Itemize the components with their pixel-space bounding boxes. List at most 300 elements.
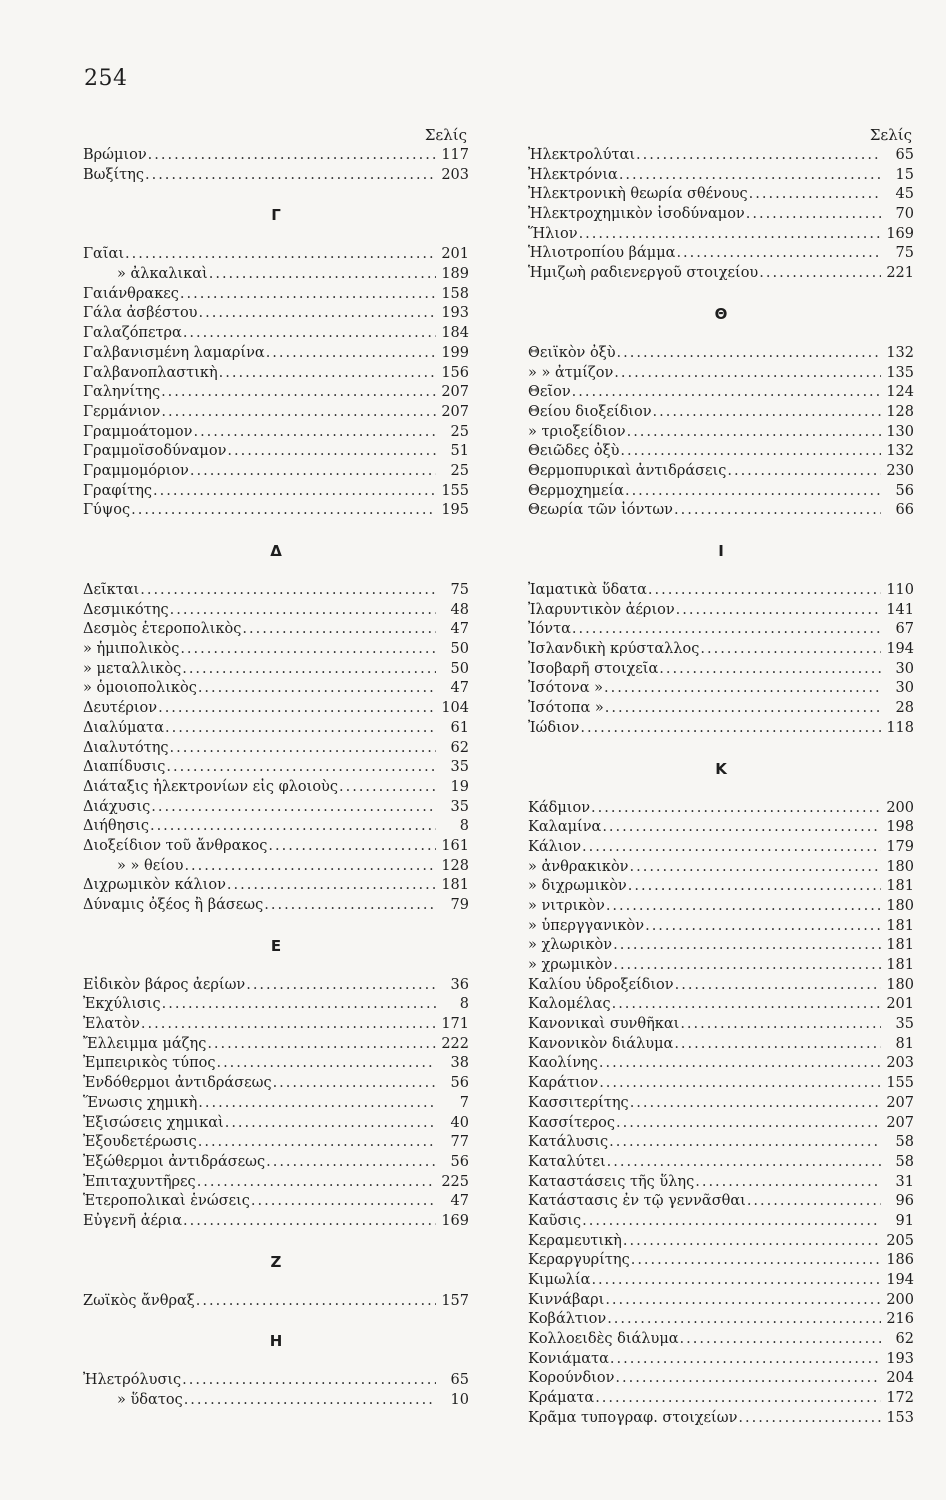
leader-dots — [182, 1371, 436, 1391]
index-entry — [528, 1035, 914, 1055]
index-entry — [528, 185, 914, 205]
leader-dots — [653, 403, 881, 423]
entry-term: Ἠλεκτροχημικὸν ἰσοδύναμον — [528, 206, 745, 223]
entry-term: Ἰσλανδικὴ κρύσταλλος — [528, 641, 700, 658]
leader-dots — [615, 1369, 881, 1389]
index-entry — [83, 383, 469, 403]
leader-dots — [219, 364, 436, 384]
entry-term: Διοξείδιον τοῦ ἄνθρακος — [83, 837, 268, 854]
entry-page-number: 203 — [886, 1055, 914, 1072]
index-entry — [83, 739, 469, 759]
leader-dots — [613, 936, 881, 956]
entry-term: Ἰόντα — [528, 621, 571, 638]
index-entry — [528, 699, 914, 719]
entry-term: Διαλυτότης — [83, 739, 169, 756]
entry-page-number: 62 — [450, 739, 469, 756]
index-entry — [528, 1350, 914, 1370]
leader-dots — [180, 640, 436, 660]
entry-page-number: 104 — [441, 700, 469, 717]
entry-term: Κασσιτερίτης — [528, 1094, 629, 1111]
index-entry — [528, 166, 914, 186]
leader-dots — [161, 403, 436, 423]
entry-term: Κεραμευτικὴ — [528, 1232, 622, 1249]
entry-page-number: 128 — [886, 403, 914, 420]
entry-page-number: 135 — [886, 364, 914, 381]
leader-dots — [199, 304, 437, 324]
index-entry — [83, 640, 469, 660]
index-entry — [528, 936, 914, 956]
entry-term: Ἠλετρόλυσις — [83, 1372, 182, 1389]
entry-page-number: 51 — [450, 443, 469, 460]
index-entry — [528, 838, 914, 858]
entry-term: Ἥλιον — [528, 225, 578, 242]
leader-dots — [150, 817, 436, 837]
entry-page-number: 77 — [450, 1134, 469, 1151]
leader-dots — [196, 1292, 436, 1312]
entry-term: Κατάλυσις — [528, 1134, 609, 1151]
leader-dots — [616, 1114, 881, 1134]
entry-term: Διάταξις ἠλεκτρονίων εἰς φλοιοὺς — [83, 778, 338, 795]
leader-dots — [747, 1192, 881, 1212]
leader-dots — [198, 679, 436, 699]
entry-term: Κασσίτερος — [528, 1114, 616, 1131]
entry-page-number: 221 — [886, 265, 914, 282]
entry-page-number: 19 — [450, 778, 469, 795]
entry-page-number: 56 — [895, 482, 914, 499]
entry-page-number: 58 — [895, 1153, 914, 1170]
leader-dots — [148, 146, 436, 166]
leader-dots — [645, 917, 881, 937]
index-entry — [83, 146, 469, 166]
entry-term: Ἰσότονα » — [528, 680, 604, 697]
entry-page-number: 207 — [886, 1114, 914, 1131]
section-letter: Η — [269, 1332, 283, 1351]
index-entry — [528, 403, 914, 423]
leader-dots — [131, 501, 436, 521]
entry-term: Κανονικὸν διάλυμα — [528, 1035, 674, 1052]
leader-dots — [227, 442, 436, 462]
index-entry — [528, 877, 914, 897]
index-entry — [83, 462, 469, 482]
entry-term: Κιννάβαρι — [528, 1291, 605, 1308]
index-entry — [83, 442, 469, 462]
leader-dots — [727, 462, 881, 482]
index-entry — [528, 620, 914, 640]
index-entry — [83, 1173, 469, 1193]
leader-dots — [620, 442, 881, 462]
index-entry — [528, 640, 914, 660]
leader-dots — [599, 1054, 881, 1074]
entry-term: Ἠλεκτρόνια — [528, 166, 618, 183]
entry-page-number: 172 — [886, 1390, 914, 1407]
entry-page-number: 171 — [441, 1016, 469, 1033]
leader-dots — [700, 640, 881, 660]
index-entry — [83, 817, 469, 837]
index-entry — [528, 146, 914, 166]
leader-dots — [610, 1350, 881, 1370]
index-entry — [528, 818, 914, 838]
leader-dots — [627, 423, 881, 443]
index-entry — [83, 758, 469, 778]
entry-term: Εἰδικὸν βάρος ἀερίων — [83, 976, 246, 993]
index-column-left — [83, 124, 469, 1411]
entry-page-number: 205 — [886, 1232, 914, 1249]
leader-dots — [242, 620, 436, 640]
leader-dots — [630, 858, 882, 878]
entry-term: Κορούνδιον — [528, 1370, 615, 1387]
index-column-right — [528, 124, 914, 1429]
leader-dots — [273, 1074, 436, 1094]
entry-term: » ἀλκαλικαὶ — [117, 266, 208, 283]
entry-term: Ἔλλειμμα μάζης — [83, 1035, 207, 1052]
entry-page-number: 56 — [450, 1153, 469, 1170]
entry-term: » ὑπεργγανικὸν — [528, 917, 645, 934]
index-entry — [83, 285, 469, 305]
entry-term: Θεωρία τῶν ἰόντων — [528, 502, 673, 519]
entry-term: » τριοξείδιον — [528, 423, 626, 440]
index-entry — [528, 1409, 914, 1429]
index-entry — [528, 601, 914, 621]
leader-dots — [628, 877, 881, 897]
index-entry — [83, 857, 469, 877]
section-letter: Θ — [714, 304, 728, 323]
index-entry — [528, 1251, 914, 1271]
leader-dots — [607, 1310, 881, 1330]
entry-page-number: 200 — [886, 1291, 914, 1308]
index-entry — [528, 1153, 914, 1173]
entry-term: Θείου διοξείδιον — [528, 403, 652, 420]
entry-page-number: 47 — [450, 621, 469, 638]
entry-term: Ἕνωσις χημικὴ — [83, 1094, 198, 1111]
index-entry — [83, 403, 469, 423]
leader-dots — [209, 265, 436, 285]
leader-dots — [623, 1232, 881, 1252]
section-letter: Γ — [271, 206, 281, 225]
index-entry — [83, 876, 469, 896]
index-entry — [528, 956, 914, 976]
entry-term: Καολίνης — [528, 1055, 598, 1072]
leader-dots — [193, 423, 436, 443]
index-entry — [83, 660, 469, 680]
entry-page-number: 132 — [886, 443, 914, 460]
entry-page-number: 201 — [441, 246, 469, 263]
entry-page-number: 132 — [886, 344, 914, 361]
entry-page-number: 157 — [441, 1292, 469, 1309]
entry-term: Κονιάματα — [528, 1350, 609, 1367]
leader-dots — [604, 679, 881, 699]
index-entry — [528, 383, 914, 403]
entry-term: Ἰώδιον — [528, 719, 580, 736]
entry-term: Κρᾶμα τυπογραφ. στοιχείων — [528, 1409, 738, 1426]
leader-dots — [161, 383, 436, 403]
page-number: 254 — [84, 66, 128, 91]
entry-page-number: 8 — [459, 996, 469, 1013]
index-entry — [528, 1369, 914, 1389]
entry-term: Ἰαματικὰ ὕδατα — [528, 582, 647, 598]
index-entry — [83, 1015, 469, 1035]
entry-page-number: 153 — [886, 1409, 914, 1426]
leader-dots — [216, 1054, 436, 1074]
index-entry — [83, 581, 469, 601]
entry-page-number: 180 — [886, 858, 914, 875]
leader-dots — [580, 719, 881, 739]
index-entry — [528, 1173, 914, 1193]
index-entry — [528, 897, 914, 917]
entry-term: Θεῖον — [528, 384, 571, 401]
index-entry — [83, 423, 469, 443]
entry-term: Κολλοειδὲς διάλυμα — [528, 1331, 679, 1348]
leader-dots — [125, 245, 436, 265]
entry-page-number: 40 — [450, 1114, 469, 1131]
entry-term: Γαῖαι — [83, 246, 125, 263]
entry-page-number: 186 — [886, 1252, 914, 1269]
index-entry — [528, 501, 914, 521]
section-letter: Δ — [270, 542, 282, 560]
entry-page-number: 36 — [450, 976, 469, 993]
leader-dots — [602, 818, 881, 838]
entry-page-number: 194 — [886, 1272, 914, 1288]
entry-term: » χλωρικὸν — [528, 937, 613, 954]
leader-dots — [162, 995, 436, 1015]
entry-term: » ἀνθρακικὸν — [528, 858, 629, 875]
entry-term: Ἐμπειρικὸς τύπος — [83, 1055, 216, 1072]
entry-page-number: 203 — [441, 166, 469, 183]
entry-term: Κατάστασις ἐν τῷ γεννᾶσθαι — [528, 1193, 746, 1210]
entry-page-number: 47 — [450, 1193, 469, 1210]
index-entry — [83, 304, 469, 324]
leader-dots — [165, 719, 436, 739]
entry-page-number: 67 — [895, 621, 914, 638]
index-entry — [528, 1133, 914, 1153]
entry-page-number: 181 — [886, 878, 914, 895]
entry-term: Ἐλατὸν — [83, 1016, 140, 1033]
leader-dots — [145, 166, 436, 186]
index-entry — [528, 244, 914, 264]
leader-dots — [151, 798, 436, 818]
entry-term: Γάλα ἀσβέστου — [83, 305, 198, 322]
leader-dots — [612, 995, 881, 1015]
entry-page-number: 81 — [895, 1035, 914, 1052]
entry-page-number: 207 — [441, 403, 469, 420]
entry-term: » » θείου — [117, 857, 184, 874]
index-entry — [83, 324, 469, 344]
entry-page-number: 184 — [441, 325, 469, 342]
entry-term: Κανονικαὶ συνθῆκαι — [528, 1016, 680, 1033]
leader-dots — [648, 581, 881, 601]
entry-term: Δεσμικότης — [83, 601, 169, 618]
entry-page-number: 200 — [886, 799, 914, 816]
entry-term: Κράματα — [528, 1390, 595, 1407]
index-entry — [83, 265, 469, 285]
leader-dots — [183, 324, 436, 344]
index-entry — [528, 858, 914, 878]
leader-dots — [197, 1173, 436, 1193]
index-entry — [528, 1074, 914, 1094]
index-entry — [528, 799, 914, 819]
index-entry — [83, 1192, 469, 1212]
column-header-pages: Σελίς — [424, 126, 467, 144]
leader-dots — [605, 1291, 881, 1311]
index-entry — [528, 1015, 914, 1035]
index-entry — [528, 225, 914, 245]
entry-term: » ὁμοιοπολικὸς — [83, 680, 197, 697]
entry-page-number: 10 — [450, 1392, 469, 1408]
leader-dots — [636, 146, 881, 166]
index-entry — [83, 344, 469, 364]
leader-dots — [630, 1094, 881, 1114]
entry-term: Γραφίτης — [83, 482, 153, 499]
entry-term: Βωξίτης — [83, 166, 144, 183]
entry-term: Καταλύτει — [528, 1153, 606, 1170]
leader-dots — [184, 857, 436, 877]
entry-page-number: 70 — [895, 206, 914, 223]
index-entry — [528, 364, 914, 384]
entry-term: Κοβάλτιον — [528, 1311, 607, 1328]
entry-page-number: 25 — [450, 462, 469, 479]
entry-term: Γραμμοϊσοδύναμον — [83, 443, 227, 460]
index-entry — [528, 719, 914, 739]
index-entry — [528, 462, 914, 482]
entry-term: » » ἀτμίζον — [528, 364, 614, 381]
entry-term: Γαληνίτης — [83, 384, 161, 401]
entry-page-number: 38 — [450, 1055, 469, 1072]
index-entry — [528, 581, 914, 601]
entry-term: Ἡλιοτροπίου βάμμα — [528, 245, 676, 262]
entry-page-number: 50 — [450, 660, 469, 677]
section-letter: Ι — [718, 542, 724, 560]
entry-term: Δεσμὸς ἑτεροπολικὸς — [83, 621, 242, 638]
leader-dots — [227, 876, 436, 896]
index-entry — [83, 896, 469, 916]
leader-dots — [207, 1035, 436, 1055]
entry-page-number: 117 — [441, 147, 469, 163]
entry-page-number: 155 — [441, 482, 469, 499]
entry-term: Καλαμίνα — [528, 819, 602, 836]
leader-dots — [746, 205, 881, 225]
index-entry — [528, 344, 914, 364]
entry-page-number: 128 — [441, 857, 469, 874]
leader-dots — [572, 620, 881, 640]
entry-term: » ἡμιπολικὸς — [83, 641, 180, 658]
entry-page-number: 31 — [895, 1173, 914, 1190]
index-entry — [528, 1330, 914, 1350]
entry-page-number: 195 — [441, 502, 469, 519]
entry-page-number: 158 — [441, 285, 469, 302]
section-letter: Ζ — [270, 1252, 282, 1271]
index-entry — [83, 837, 469, 857]
entry-page-number: 96 — [895, 1193, 914, 1210]
leader-dots — [619, 166, 881, 186]
index-entry — [83, 1054, 469, 1074]
index-entry — [83, 1292, 469, 1312]
leader-dots — [183, 1212, 436, 1232]
entry-term: Ἡμιζωὴ ραδιενεργοῦ στοιχείου — [528, 265, 759, 282]
entry-page-number: 35 — [895, 1016, 914, 1033]
leader-dots — [749, 185, 881, 205]
entry-page-number: 181 — [886, 937, 914, 954]
leader-dots — [609, 1133, 881, 1153]
leader-dots — [759, 264, 881, 284]
entry-term: Καῦσις — [528, 1212, 582, 1229]
entry-term: Ἐξισώσεις χημικαὶ — [83, 1114, 224, 1131]
leader-dots — [141, 1015, 436, 1035]
leader-dots — [184, 1391, 436, 1411]
entry-term: Δύναμις ὀξέος ἢ βάσεως — [83, 897, 264, 913]
leader-dots — [675, 976, 881, 996]
leader-dots — [595, 1389, 881, 1409]
leader-dots — [591, 1271, 881, 1291]
leader-dots — [605, 699, 881, 719]
leader-dots — [579, 225, 881, 245]
entry-page-number: 75 — [450, 582, 469, 598]
index-entry — [528, 1389, 914, 1409]
entry-page-number: 204 — [886, 1370, 914, 1387]
entry-term: Ἐνδόθερμοι ἀντιδράσεως — [83, 1075, 272, 1092]
entry-term: Θειῶδες ὀξὺ — [528, 443, 620, 460]
index-entry — [83, 1371, 469, 1391]
entry-page-number: 30 — [895, 660, 914, 677]
entry-term: Ἰσότοπα » — [528, 700, 604, 717]
entry-page-number: 65 — [895, 147, 914, 163]
index-entry — [83, 679, 469, 699]
entry-term: Διχρωμικὸν κάλιον — [83, 877, 226, 894]
leader-dots — [264, 896, 436, 916]
entry-page-number: 155 — [886, 1075, 914, 1092]
entry-term: Θερμοχημεία — [528, 482, 624, 499]
leader-dots — [190, 462, 436, 482]
index-entry — [83, 778, 469, 798]
entry-term: Ἐπιταχυντῆρες — [83, 1173, 196, 1190]
leader-dots — [140, 581, 436, 601]
leader-dots — [170, 601, 436, 621]
entry-term: Γραμμομόριον — [83, 462, 189, 479]
leader-dots — [599, 1074, 881, 1094]
entry-page-number: 28 — [895, 700, 914, 717]
entry-term: » νιτρικὸν — [528, 897, 605, 914]
leader-dots — [153, 482, 436, 502]
leader-dots — [659, 660, 881, 680]
entry-term: Γαλβανοπλαστικὴ — [83, 364, 218, 381]
leader-dots — [266, 1153, 436, 1173]
entry-page-number: 61 — [450, 719, 469, 736]
leader-dots — [158, 699, 436, 719]
index-entry — [528, 1192, 914, 1212]
entry-page-number: 216 — [886, 1311, 914, 1328]
leader-dots — [582, 838, 881, 858]
entry-term: Ἐξώθερμοι ἀντιδράσεως — [83, 1153, 266, 1170]
leader-dots — [695, 1173, 881, 1193]
section-letter: Ε — [270, 936, 282, 955]
entry-page-number: 56 — [450, 1075, 469, 1092]
leader-dots — [251, 1192, 436, 1212]
index-entry — [83, 166, 469, 186]
leader-dots — [738, 1409, 881, 1429]
index-entry — [83, 976, 469, 996]
index-entry — [528, 1271, 914, 1291]
entry-term: Ἠλεκτρολύται — [528, 147, 636, 163]
index-entry — [528, 660, 914, 680]
entry-page-number: 35 — [450, 798, 469, 815]
entry-term: » μεταλλικὸς — [83, 660, 182, 677]
entry-page-number: 181 — [886, 917, 914, 934]
entry-page-number: 35 — [450, 759, 469, 776]
entry-term: Καλίου ὑδροξείδιον — [528, 976, 674, 993]
entry-page-number: 45 — [895, 186, 914, 203]
entry-page-number: 110 — [886, 582, 914, 598]
entry-page-number: 50 — [450, 641, 469, 658]
entry-page-number: 181 — [886, 957, 914, 973]
entry-page-number: 141 — [886, 601, 914, 618]
